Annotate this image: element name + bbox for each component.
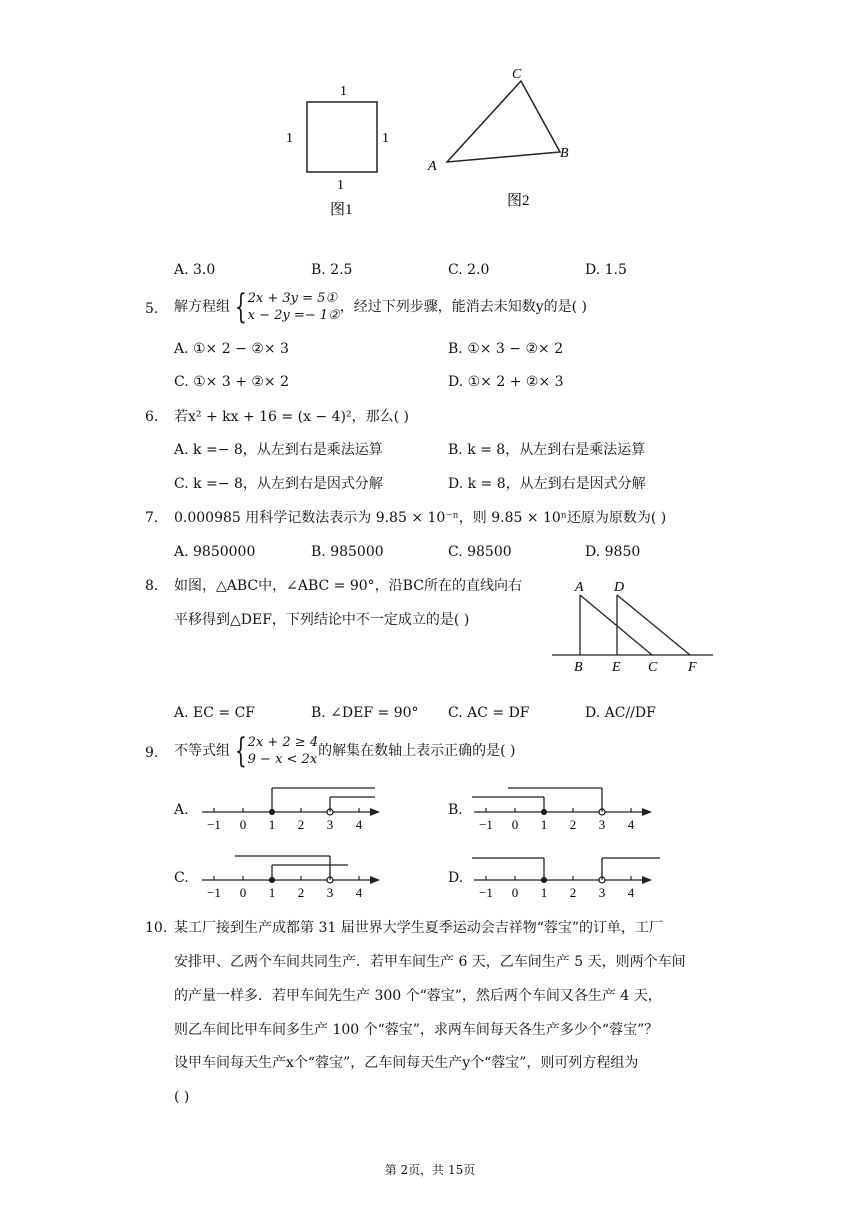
number-line-c <box>200 851 385 903</box>
q5-option-c: C. ①× 3 + ②× 2 <box>174 374 290 390</box>
axis-tick-label: 0 <box>511 885 519 900</box>
q5-equation-system <box>230 287 340 327</box>
page-footer: 第 2页，共 15页 <box>384 1163 476 1177</box>
q6-option-c: C. k =− 8，从左到右是因式分解 <box>174 476 383 492</box>
axis-tick-label: 3 <box>598 817 606 832</box>
q8-number: 8. <box>145 578 159 594</box>
axis-tick-label: 0 <box>239 885 247 900</box>
q6-number: 6. <box>145 409 159 425</box>
q5-eq2: x − 2y =− 1② <box>247 308 340 323</box>
ac-segment <box>580 595 652 655</box>
q8-line1: 如图，△ABC中，∠ABC = 90°，沿BC所在的直线向右 <box>174 578 522 594</box>
q5-prefix: 解方程组 <box>174 299 230 315</box>
axis-tick-label: 1 <box>268 817 276 832</box>
square-bottom-label: 1 <box>337 178 344 193</box>
q7-stem: 0.000985 用科学记数法表示为 9.85 × 10⁻ⁿ，则 9.85 × 10ⁿ还原为原数为( ) <box>174 510 667 526</box>
axis-tick-label: 0 <box>239 817 247 832</box>
square-right-label: 1 <box>382 131 389 146</box>
axis-tick-label: −1 <box>479 885 493 900</box>
q10-line-5: 设甲车间每天生产x个“蓉宝”，乙车间每天生产y个“蓉宝”，则可列方程组为 <box>174 1055 639 1071</box>
triangle-label-c: C <box>512 67 522 82</box>
number-line-a <box>200 783 385 835</box>
q9-prefix: 不等式组 <box>174 743 230 759</box>
q9-option-d-letter: D. <box>448 870 464 886</box>
q7-option-a: A. 9850000 <box>174 544 256 560</box>
axis-tick-label: 2 <box>569 817 577 832</box>
q10-line-3: 的产量一样多．若甲车间先生产 300 个“蓉宝”，然后两个车间又各生产 4 天， <box>174 988 662 1004</box>
q10-number: 10. <box>145 920 168 936</box>
q6-option-d: D. k = 8，从左到右是因式分解 <box>448 476 646 492</box>
q8-option-d: D. AC//DF <box>585 705 656 721</box>
q5-eq1: 2x + 3y = 5① <box>247 291 338 306</box>
triangle-label-a: A <box>428 159 437 174</box>
point-a-label: A <box>575 580 584 595</box>
fig1-caption: 图1 <box>330 202 353 218</box>
axis-tick-label: 1 <box>540 885 548 900</box>
q5-option-a: A. ①× 2 − ②× 3 <box>174 341 289 357</box>
q4-option-a: A. 3.0 <box>174 262 216 278</box>
triangle-shape <box>447 81 560 162</box>
q10-line-4: 则乙车间比甲车间多生产 100 个“蓉宝”，求两车间每天各生产多少个“蓉宝”？ <box>174 1022 659 1038</box>
q5-suffix: ，经过下列步骤，能消去未知数y的是( ) <box>339 299 588 315</box>
q5-number: 5. <box>145 301 159 317</box>
q5-option-b: B. ①× 3 − ②× 2 <box>448 341 564 357</box>
q10-line-6: ( ) <box>174 1089 190 1105</box>
top-figures <box>270 60 590 220</box>
q9-number: 9. <box>145 745 159 761</box>
q10-line-1: 某工厂接到生产成都第 31 届世界大学生夏季运动会吉祥物“蓉宝”的订单，工厂 <box>174 920 664 936</box>
q8-option-c: C. AC = DF <box>448 705 530 721</box>
axis-tick-label: 3 <box>326 885 334 900</box>
point-e-label: E <box>612 660 621 675</box>
q9-suffix: 的解集在数轴上表示正确的是( ) <box>318 743 516 759</box>
q6-stem: 若x² + kx + 16 = (x − 4)²，那么( ) <box>174 409 409 425</box>
axis-tick-label: 1 <box>268 885 276 900</box>
fig2-caption: 图2 <box>507 193 530 209</box>
q4-option-c: C. 2.0 <box>448 262 490 278</box>
square-left-label: 1 <box>286 131 293 146</box>
square-shape <box>307 102 377 172</box>
point-d-label: D <box>614 580 625 595</box>
arrow-head <box>642 876 652 884</box>
q6-option-a: A. k =− 8，从左到右是乘法运算 <box>174 442 383 458</box>
axis-tick-label: 2 <box>569 885 577 900</box>
axis-tick-label: −1 <box>207 817 221 832</box>
number-line-d <box>472 851 662 903</box>
q8-option-b: B. ∠DEF = 90° <box>311 705 419 721</box>
q4-option-b: B. 2.5 <box>311 262 353 278</box>
triangle-label-b: B <box>560 146 569 161</box>
q9-eq1: 2x + 2 ≥ 4 <box>247 735 319 750</box>
axis-tick-label: 3 <box>326 817 334 832</box>
q9-option-b-letter: B. <box>448 802 463 818</box>
q9-option-a-letter: A. <box>174 802 189 818</box>
q4-option-d: D. 1.5 <box>585 262 627 278</box>
number-line-b <box>472 783 657 835</box>
brace-symbol: { <box>234 731 247 771</box>
point-c-label: C <box>648 660 658 675</box>
axis-tick-label: −1 <box>479 817 493 832</box>
q8-figure <box>545 575 720 680</box>
q7-option-c: C. 98500 <box>448 544 512 560</box>
axis-tick-label: 4 <box>627 885 635 900</box>
q7-number: 7. <box>145 510 159 526</box>
arrow-head <box>370 876 380 884</box>
q9-option-c-letter: C. <box>174 870 189 886</box>
axis-tick-label: 4 <box>627 817 635 832</box>
axis-tick-label: 4 <box>355 817 363 832</box>
brace-symbol: { <box>234 287 247 327</box>
q9-stem <box>174 731 516 771</box>
axis-tick-label: 4 <box>355 885 363 900</box>
axis-tick-label: 3 <box>598 885 606 900</box>
df-segment <box>617 595 690 655</box>
q6-option-b: B. k = 8，从左到右是乘法运算 <box>448 442 646 458</box>
q8-line2: 平移得到△DEF，下列结论中不一定成立的是( ) <box>174 612 470 628</box>
q5-stem <box>174 287 588 327</box>
axis-tick-label: 1 <box>540 817 548 832</box>
point-f-label: F <box>688 660 697 675</box>
q8-option-a: A. EC = CF <box>174 705 255 721</box>
axis-tick-label: 2 <box>297 885 305 900</box>
q5-option-d: D. ①× 2 + ②× 3 <box>448 374 564 390</box>
q7-option-b: B. 985000 <box>311 544 384 560</box>
axis-tick-label: 0 <box>511 817 519 832</box>
q10-line-2: 安排甲、乙两个车间共同生产．若甲车间生产 6 天，乙车间生产 5 天，则两个车间 <box>174 954 686 970</box>
q9-eq2: 9 − x < 2x <box>247 752 318 767</box>
axis-tick-label: 2 <box>297 817 305 832</box>
q9-inequality-system <box>230 731 319 771</box>
arrow-head <box>370 808 380 816</box>
q7-option-d: D. 9850 <box>585 544 641 560</box>
point-b-label: B <box>574 660 583 675</box>
arrow-head <box>642 808 652 816</box>
axis-tick-label: −1 <box>207 885 221 900</box>
square-top-label: 1 <box>340 84 347 99</box>
